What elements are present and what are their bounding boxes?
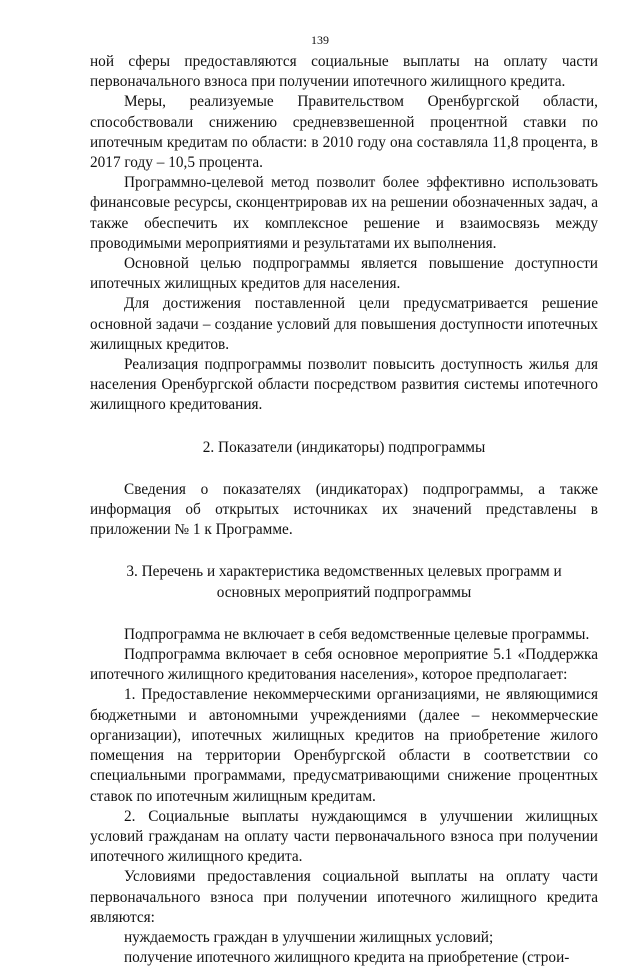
paragraph: 2. Социальные выплаты нуждающимся в улучшении жилищных условий гражданам на оплату части первоначального взноса при получении ипотечного жилищного кредита. [90,807,598,866]
list-item: нуждаемость граждан в улучшении жилищных условий; [124,928,494,946]
paragraph: ной сферы предоставляются социальные выплаты на оплату части первоначального взноса при получении ипотечного жилищного кредита. [90,53,598,91]
paragraph: Условиями предоставления социальной выплаты на оплату части первоначального взноса при получении ипотечного жилищного кредита являются: [90,868,598,926]
section-heading: 3. Перечень и характеристика ведомственных целевых программ и [126,563,562,581]
page-content [90,52,598,968]
paragraph: Для достижения поставленной цели предусматривается решение основной задачи – создание условий для повышения доступности ипотечных жилищных кредитов. [90,295,598,353]
paragraph: Меры, реализуемые Правительством Оренбургской области, способствовали снижению средневзвешенной процентной ставки по ипотечным кредитам по области: в 2010 году она составляла 11,8 процента, в 2017 году – 10,5 процента. [90,93,598,172]
paragraph: Подпрограмма включает в себя основное мероприятие 5.1 «Поддержка ипотечного жилищного кредитования населения», которое предполагает: [90,646,598,684]
section-heading: 2. Показатели (индикаторы) подпрограммы [202,438,486,456]
paragraph: Сведения о показателях (индикаторах) подпрограммы, а также информация об открытых источниках их значений представлены в приложении № 1 к Программе. [90,480,598,539]
paragraph: Реализация подпрограммы позволит повысить доступность жилья для населения Оренбургской области посредством развития системы ипотечного жилищного кредитования. [90,356,598,414]
paragraph: 1. Предоставление некоммерческими организациями, не являющимися бюджетными и автономными учреждениями (далее – некоммерческие организации), ипотечных жилищных кредитов на приобретение жилого помещения на территории Оренбургской области в соответствии со специальными программами, предусматривающими снижение процентных ставок по ипотечным жилищным кредитам. [90,686,598,805]
paragraph: Подпрограмма не включает в себя ведомственные целевые программы. [124,625,590,643]
paragraph: Программно-целевой метод позволит более эффективно использовать финансовые ресурсы, сконцентрировав их на решении обозначенных задач, а также обеспечить их комплексное решение и взаимосвязь между проводимыми мероприятиями и результатами их выполнения. [90,174,598,252]
list-item: получение ипотечного жилищного кредита на приобретение (строи- [124,949,570,967]
section-heading-continued: основных мероприятий подпрограммы [216,583,472,601]
paragraph: Основной целью подпрограммы является повышение доступности ипотечных жилищных кредитов для населения. [90,255,598,293]
page-number: 139 [311,33,329,47]
